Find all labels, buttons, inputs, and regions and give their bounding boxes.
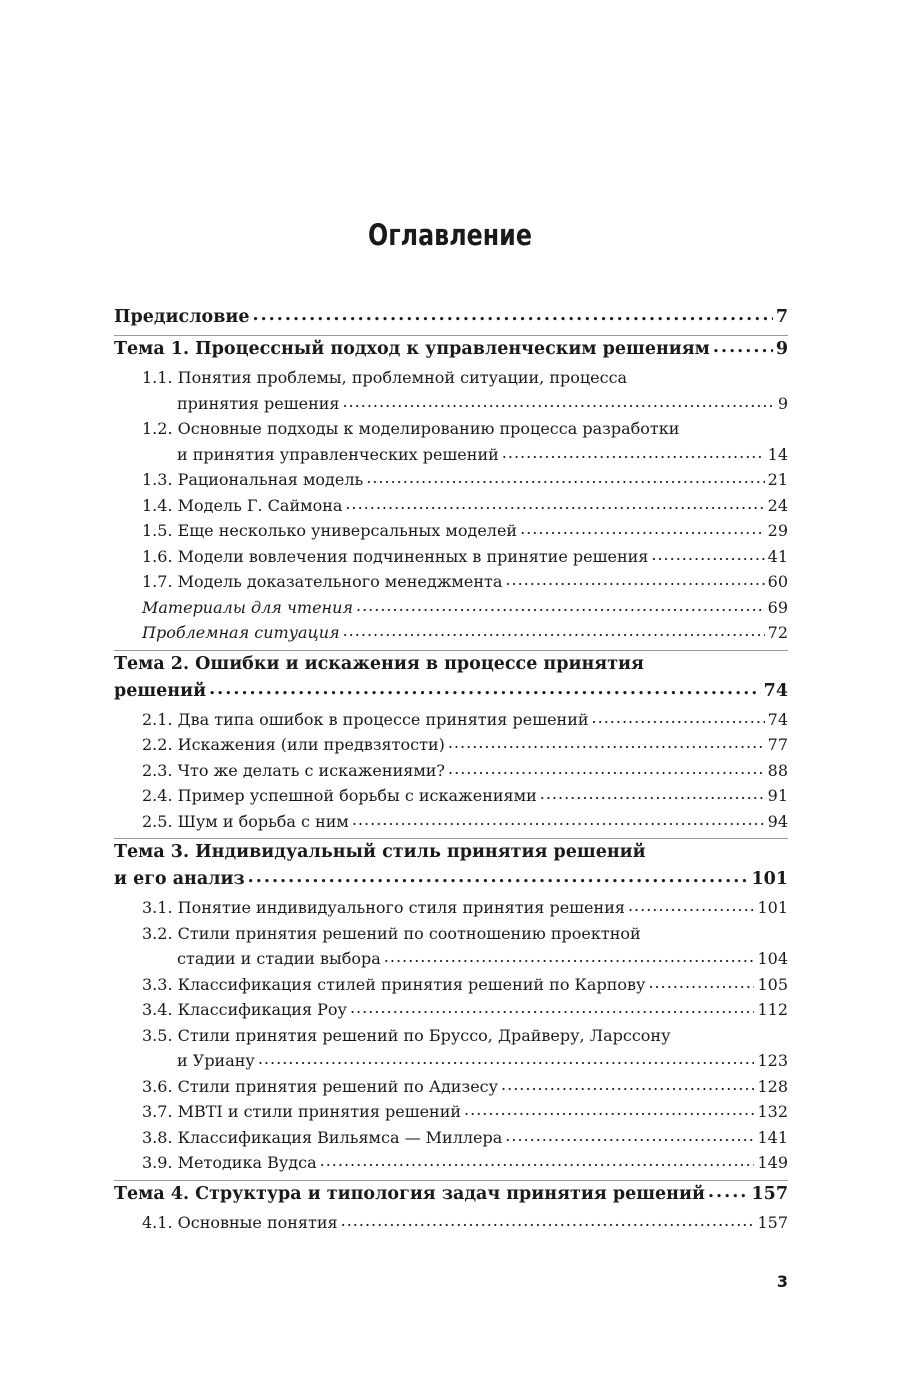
- toc-entry-2-2[interactable]: 2.2. Искажения (или предвзятости) ..... 77: [114, 732, 788, 758]
- leader-dots: [505, 1123, 754, 1149]
- toc-entry-1-2-cont[interactable]: и принятия управленческих решений ..... 14: [114, 442, 788, 468]
- page-ref: 101: [751, 869, 788, 889]
- toc-entry-3-7[interactable]: 3.7. MBTI и стили принятия решений ..... 132: [114, 1099, 788, 1125]
- page-ref: 60: [767, 572, 788, 591]
- toc-entry-1-3[interactable]: 1.3. Рациональная модель ..... 21: [114, 467, 788, 493]
- leader-dots: [464, 1097, 754, 1123]
- page-ref: 72: [767, 623, 788, 642]
- toc-entry-2-4[interactable]: 2.4. Пример успешной борьбы с искажениями ..... 91: [114, 783, 788, 809]
- page-ref: 149: [757, 1153, 788, 1172]
- page-title: Оглавление: [368, 218, 532, 252]
- page-ref: 77: [767, 735, 788, 754]
- page-ref: 104: [757, 949, 788, 968]
- page-ref: 14: [767, 444, 788, 464]
- leader-dots: [501, 1072, 754, 1098]
- page-number: 3: [776, 1272, 788, 1291]
- toc-entry-topic-3[interactable]: Тема 3. Индивидуальный стиль принятия решений: [114, 842, 646, 862]
- leader-dots: [708, 1179, 749, 1206]
- leader-dots: [341, 1208, 755, 1234]
- leader-dots: [592, 705, 765, 731]
- leader-dots: [345, 491, 764, 517]
- toc-entry-1-1[interactable]: 1.1. Понятия проблемы, проблемной ситуации, процесса: [142, 368, 628, 387]
- page-ref: 9: [777, 393, 788, 413]
- toc-entry-1-1-cont[interactable]: принятия решения ..... 9: [114, 391, 788, 417]
- page-ref: 123: [757, 1051, 788, 1070]
- leader-dots: [320, 1148, 755, 1174]
- toc-entry-3-3[interactable]: 3.3. Классификация стилей принятия решений по Карпову ..... 105: [114, 972, 788, 998]
- leader-dots: [540, 781, 765, 807]
- toc-entry-3-5[interactable]: 3.5. Стили принятия решений по Бруссо, Драйверу, Ларссону: [142, 1025, 671, 1045]
- toc-entry-1-2[interactable]: 1.2. Основные подходы к моделированию процесса разработки: [142, 419, 680, 438]
- page-ref: 157: [751, 1183, 788, 1204]
- toc-entry-topic-1[interactable]: Тема 1. Процессный подход к управленческим решениям ..... 9: [114, 336, 788, 363]
- page-ref: 157: [757, 1212, 788, 1232]
- toc-entry-3-2-cont[interactable]: стадии и стадии выбора ..... 104: [114, 946, 788, 972]
- page-ref: 132: [757, 1102, 788, 1121]
- toc-entry-3-1[interactable]: 3.1. Понятие индивидуального стиля принятия решения ..... 101: [114, 895, 788, 921]
- page-ref: 112: [757, 1000, 788, 1019]
- leader-dots: [258, 1046, 755, 1072]
- toc-entry-3-5-cont[interactable]: и Уриану ..... 123: [114, 1048, 788, 1074]
- leader-dots: [343, 618, 765, 644]
- toc-entry-topic-3-cont[interactable]: и его анализ ..... 101: [114, 866, 788, 893]
- toc-entry-3-9[interactable]: 3.9. Методика Вудса ..... 149: [114, 1150, 788, 1176]
- toc-section-topic-3: [114, 838, 788, 1180]
- leader-dots: [352, 807, 765, 833]
- leader-dots: [505, 567, 764, 593]
- leader-dots: [502, 440, 765, 466]
- page-ref: 128: [757, 1076, 788, 1096]
- leader-dots: [248, 864, 749, 891]
- toc-entry-1-case[interactable]: Проблемная ситуация ..... 72: [114, 620, 788, 646]
- toc-entry-4-1[interactable]: 4.1. Основные понятия ..... 157: [114, 1210, 788, 1236]
- page-ref: 29: [767, 521, 788, 540]
- page-ref: 21: [767, 470, 788, 489]
- leader-dots: [713, 334, 773, 361]
- toc-entry-1-5[interactable]: 1.5. Еще несколько универсальных моделей ..... 29: [114, 518, 788, 544]
- page-ref: 74: [767, 709, 788, 729]
- toc-entry-3-4[interactable]: 3.4. Классификация Роу ..... 112: [114, 997, 788, 1023]
- toc-entry-3-2[interactable]: 3.2. Стили принятия решений по соотношению проектной: [142, 923, 641, 943]
- leader-dots: [651, 542, 764, 568]
- leader-dots: [628, 893, 755, 919]
- table-of-contents: [114, 304, 788, 1239]
- toc-entry-topic-2[interactable]: Тема 2. Ошибки и искажения в процессе принятия: [114, 653, 644, 674]
- toc-entry-1-reading[interactable]: Материалы для чтения ..... 69: [114, 595, 788, 621]
- toc-section-topic-2: [114, 650, 788, 839]
- page-ref: 91: [767, 786, 788, 805]
- toc-section-preface: [114, 304, 788, 335]
- toc-entry-1-6[interactable]: 1.6. Модели вовлечения подчиненных в принятие решения ..... 41: [114, 544, 788, 570]
- page-ref: 101: [757, 898, 788, 917]
- toc-entry-1-7[interactable]: 1.7. Модель доказательного менеджмента ..... 60: [114, 569, 788, 595]
- leader-dots: [448, 730, 765, 756]
- leader-dots: [343, 389, 775, 415]
- page-ref: 105: [757, 974, 788, 994]
- toc-entry-2-5[interactable]: 2.5. Шум и борьба с ним ..... 94: [114, 809, 788, 835]
- leader-dots: [252, 302, 772, 329]
- leader-dots: [366, 465, 764, 491]
- page-ref: 94: [767, 811, 788, 831]
- page-ref: 74: [763, 680, 788, 701]
- page-ref: 9: [775, 339, 788, 359]
- leader-dots: [209, 676, 761, 703]
- toc-entry-3-6[interactable]: 3.6. Стили принятия решений по Адизесу ..... 128: [114, 1074, 788, 1100]
- page-ref: 141: [757, 1127, 788, 1147]
- toc-section-topic-1: [114, 335, 788, 650]
- toc-entry-preface[interactable]: Предисловие ..... 7: [114, 304, 788, 331]
- leader-dots: [648, 970, 754, 996]
- toc-entry-2-3[interactable]: 2.3. Что же делать с искажениями? ..... 88: [114, 758, 788, 784]
- toc-entry-1-4[interactable]: 1.4. Модель Г. Саймона ..... 24: [114, 493, 788, 519]
- leader-dots: [350, 995, 754, 1021]
- page-ref: 41: [767, 546, 788, 566]
- toc-section-topic-4: [114, 1180, 788, 1240]
- toc-entry-topic-4[interactable]: Тема 4. Структура и типология задач принятия решений ..... 157: [114, 1181, 788, 1208]
- page-ref: 88: [767, 760, 788, 780]
- toc-entry-2-1[interactable]: 2.1. Два типа ошибок в процессе принятия решений ..... 74: [114, 707, 788, 733]
- leader-dots: [448, 756, 765, 782]
- leader-dots: [356, 593, 765, 619]
- page-ref: 24: [767, 495, 788, 515]
- page-ref: 69: [767, 597, 788, 617]
- toc-entry-3-8[interactable]: 3.8. Классификация Вильямса — Миллера ..... 141: [114, 1125, 788, 1151]
- leader-dots: [520, 516, 765, 542]
- leader-dots: [384, 944, 755, 970]
- page-ref: 7: [775, 307, 788, 327]
- toc-entry-topic-2-cont[interactable]: решений ..... 74: [114, 678, 788, 705]
